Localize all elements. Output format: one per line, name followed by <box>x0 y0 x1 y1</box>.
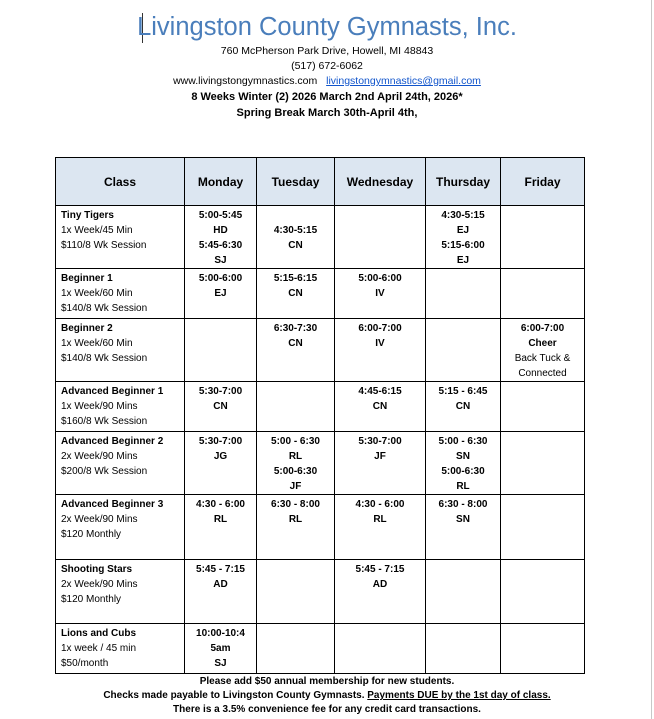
column-header-thursday: Thursday <box>426 158 501 206</box>
table-row <box>56 432 585 495</box>
schedule-line: Cheer <box>528 338 557 349</box>
schedule-line: 5:00-6:30 <box>441 466 485 477</box>
schedule-line: SN <box>456 514 470 525</box>
spring-break: Spring Break March 30th-April 4th, <box>236 107 418 119</box>
class-detail: 1x Week/60 Min <box>61 288 133 299</box>
schedule-cell-thursday <box>426 624 501 674</box>
class-detail: 1x Week/60 Min <box>61 338 133 349</box>
schedule-line: CN <box>372 401 388 412</box>
schedule-cell-monday <box>185 432 257 495</box>
schedule-line: 5:00-6:30 <box>273 466 318 477</box>
schedule-line: RL <box>456 481 470 492</box>
column-header-tuesday: Tuesday <box>257 158 335 206</box>
schedule-line: 5:00-5:45 <box>198 210 243 221</box>
class-cell <box>56 382 185 432</box>
schedule-line: IV <box>375 288 385 299</box>
class-detail: 2x Week/90 Mins <box>61 514 138 525</box>
class-name: Shooting Stars <box>61 564 133 575</box>
schedule-line: 6:00-7:00 <box>520 323 565 334</box>
schedule-cell-wednesday <box>335 382 426 432</box>
schedule-section <box>0 157 654 717</box>
schedule-line: CN <box>455 401 471 412</box>
column-header-friday: Friday <box>501 158 585 206</box>
schedule-table <box>55 157 585 674</box>
schedule-line: SJ <box>214 658 227 669</box>
schedule-cell-thursday <box>426 269 501 319</box>
schedule-cell-tuesday <box>257 495 335 560</box>
header-row <box>56 158 585 206</box>
schedule-cell-friday <box>501 206 585 269</box>
class-cell <box>56 495 185 560</box>
schedule-line: 6:30 - 8:00 <box>271 499 320 510</box>
class-detail: $140/8 Wk Session <box>61 353 148 364</box>
schedule-cell-wednesday <box>335 624 426 674</box>
schedule-cell-thursday <box>426 206 501 269</box>
schedule-line: RL <box>288 514 303 525</box>
schedule-line: EJ <box>214 288 227 299</box>
class-detail: $120 Monthly <box>61 529 122 540</box>
class-detail: $50/month <box>61 658 109 669</box>
class-cell <box>56 269 185 319</box>
class-name: Advanced Beginner 3 <box>61 499 164 510</box>
schedule-cell-thursday <box>426 382 501 432</box>
class-detail: $120 Monthly <box>61 594 122 605</box>
schedule-line: 6:30-7:30 <box>273 323 318 334</box>
schedule-cell-friday <box>501 269 585 319</box>
column-header-monday: Monday <box>185 158 257 206</box>
schedule-cell-tuesday <box>257 206 335 269</box>
schedule-line: JG <box>213 451 228 462</box>
schedule-cell-friday <box>501 624 585 674</box>
class-detail: 1x Week/45 Min <box>61 225 133 236</box>
schedule-cell-tuesday <box>257 382 335 432</box>
schedule-line: JF <box>374 451 386 462</box>
checks-text: Checks made payable to Livingston County Gymnasts. <box>103 690 365 701</box>
class-name: Beginner 2 <box>61 323 113 334</box>
schedule-line: 4:30 - 6:00 <box>196 499 245 510</box>
schedule-line: HD <box>213 225 228 236</box>
class-name: Advanced Beginner 2 <box>61 436 164 447</box>
schedule-line: 6:00-7:00 <box>358 323 402 334</box>
org-title: Livingston County Gymnasts, Inc. <box>137 13 517 41</box>
schedule-line: IV <box>375 338 385 349</box>
schedule-line: RL <box>373 514 387 525</box>
schedule-cell-tuesday <box>257 432 335 495</box>
schedule-cell-tuesday <box>257 269 335 319</box>
schedule-cell-wednesday <box>335 319 426 382</box>
table-row <box>56 269 585 319</box>
schedule-line: 4:30-5:15 <box>273 225 318 236</box>
schedule-line: 5:00 - 6:30 <box>271 436 320 447</box>
class-detail: $110/8 Wk Session <box>61 240 147 251</box>
schedule-line: JF <box>289 481 302 492</box>
session-dates: 8 Weeks Winter (2) 2026 March 2nd April 24th, 2026* <box>191 91 463 103</box>
schedule-cell-friday <box>501 495 585 560</box>
payments-due: Payments DUE by the 1st day of class. <box>367 690 551 701</box>
schedule-line: AD <box>213 579 228 590</box>
letterhead <box>0 10 654 121</box>
schedule-cell-tuesday <box>257 624 335 674</box>
schedule-line: CN <box>288 288 303 299</box>
class-detail: 1x week / 45 min <box>61 643 137 654</box>
table-row <box>56 495 585 560</box>
class-detail: 1x Week/90 Mins <box>61 401 138 412</box>
schedule-cell-monday <box>185 624 257 674</box>
schedule-line: 5:45-6:30 <box>198 240 243 251</box>
fee-note: There is a 3.5% convenience fee for any credit card transactions. <box>173 704 481 715</box>
schedule-line: AD <box>372 579 388 590</box>
class-name: Beginner 1 <box>61 273 113 284</box>
table-row <box>56 206 585 269</box>
class-cell <box>56 432 185 495</box>
schedule-line: SJ <box>214 255 227 266</box>
schedule-cell-wednesday <box>335 560 426 624</box>
schedule-cell-friday <box>501 319 585 382</box>
schedule-line: 5:30-7:00 <box>198 436 243 447</box>
schedule-cell-wednesday <box>335 206 426 269</box>
class-name: Lions and Cubs <box>61 628 136 639</box>
schedule-line: 10:00-10:4 <box>196 628 245 639</box>
schedule-cell-wednesday <box>335 269 426 319</box>
schedule-line: Back Tuck & <box>514 353 571 364</box>
schedule-cell-wednesday <box>335 495 426 560</box>
schedule-cell-monday <box>185 206 257 269</box>
schedule-cell-thursday <box>426 495 501 560</box>
schedule-cell-wednesday <box>335 432 426 495</box>
schedule-line: 5am <box>210 643 231 654</box>
schedule-line: Connected <box>518 368 567 379</box>
class-detail: 2x Week/90 Mins <box>61 451 138 462</box>
schedule-line: 5:00 - 6:30 <box>438 436 488 447</box>
schedule-cell-tuesday <box>257 560 335 624</box>
schedule-line: RL <box>213 514 228 525</box>
schedule-line: 5:00-6:00 <box>358 273 402 284</box>
schedule-line: 6:30 - 8:00 <box>438 499 488 510</box>
column-header-class: Class <box>56 158 185 206</box>
class-name: Advanced Beginner 1 <box>61 386 164 397</box>
schedule-line: 5:45 - 7:15 <box>355 564 405 575</box>
schedule-line: EJ <box>456 225 470 236</box>
class-cell <box>56 560 185 624</box>
schedule-line: EJ <box>456 255 470 266</box>
schedule-line: 4:45-6:15 <box>358 386 402 397</box>
email-link[interactable]: livingstongymnastics@gmail.com <box>326 75 481 87</box>
website: www.livingstongymnastics.com <box>173 75 318 87</box>
table-row <box>56 319 585 382</box>
schedule-line: 4:30-5:15 <box>441 210 485 221</box>
table-row <box>56 560 585 624</box>
schedule-cell-monday <box>185 495 257 560</box>
schedule-line: 5:45 - 7:15 <box>196 564 245 575</box>
membership-note: Please add $50 annual membership for new students. <box>199 676 455 687</box>
class-cell <box>56 206 185 269</box>
schedule-line: RL <box>288 451 303 462</box>
schedule-line: 5:30-7:00 <box>358 436 402 447</box>
column-header-wednesday: Wednesday <box>335 158 426 206</box>
table-row <box>56 624 585 674</box>
address: 760 McPherson Park Drive, Howell, MI 48843 <box>220 45 434 57</box>
schedule-cell-thursday <box>426 319 501 382</box>
payment-note <box>0 689 654 703</box>
schedule-line: 5:15-6:00 <box>441 240 485 251</box>
schedule-line: CN <box>288 240 303 251</box>
table-row <box>56 382 585 432</box>
schedule-cell-tuesday <box>257 319 335 382</box>
schedule-cell-monday <box>185 319 257 382</box>
schedule-line: 5:00-6:00 <box>198 273 243 284</box>
contact-line <box>0 74 654 89</box>
class-detail: $160/8 Wk Session <box>61 416 148 427</box>
class-cell <box>56 624 185 674</box>
class-detail: $200/8 Wk Session <box>61 466 148 477</box>
class-detail: $140/8 Wk Session <box>61 303 148 314</box>
class-name: Tiny Tigers <box>61 210 114 221</box>
schedule-line <box>257 208 334 223</box>
schedule-cell-thursday <box>426 560 501 624</box>
schedule-cell-friday <box>501 432 585 495</box>
schedule-line: CN <box>213 401 228 412</box>
schedule-line: 4:30 - 6:00 <box>355 499 405 510</box>
schedule-line: 5:30-7:00 <box>198 386 243 397</box>
schedule-cell-monday <box>185 269 257 319</box>
class-detail: 2x Week/90 Mins <box>61 579 138 590</box>
schedule-line: CN <box>288 338 303 349</box>
phone: (517) 672-6062 <box>291 60 363 72</box>
schedule-cell-monday <box>185 382 257 432</box>
schedule-line: SN <box>456 451 470 462</box>
schedule-cell-friday <box>501 560 585 624</box>
schedule-line: 5:15-6:15 <box>273 273 318 284</box>
schedule-cell-friday <box>501 382 585 432</box>
schedule-line: 5:15 - 6:45 <box>438 386 488 397</box>
schedule-cell-thursday <box>426 432 501 495</box>
class-cell <box>56 319 185 382</box>
schedule-cell-monday <box>185 560 257 624</box>
